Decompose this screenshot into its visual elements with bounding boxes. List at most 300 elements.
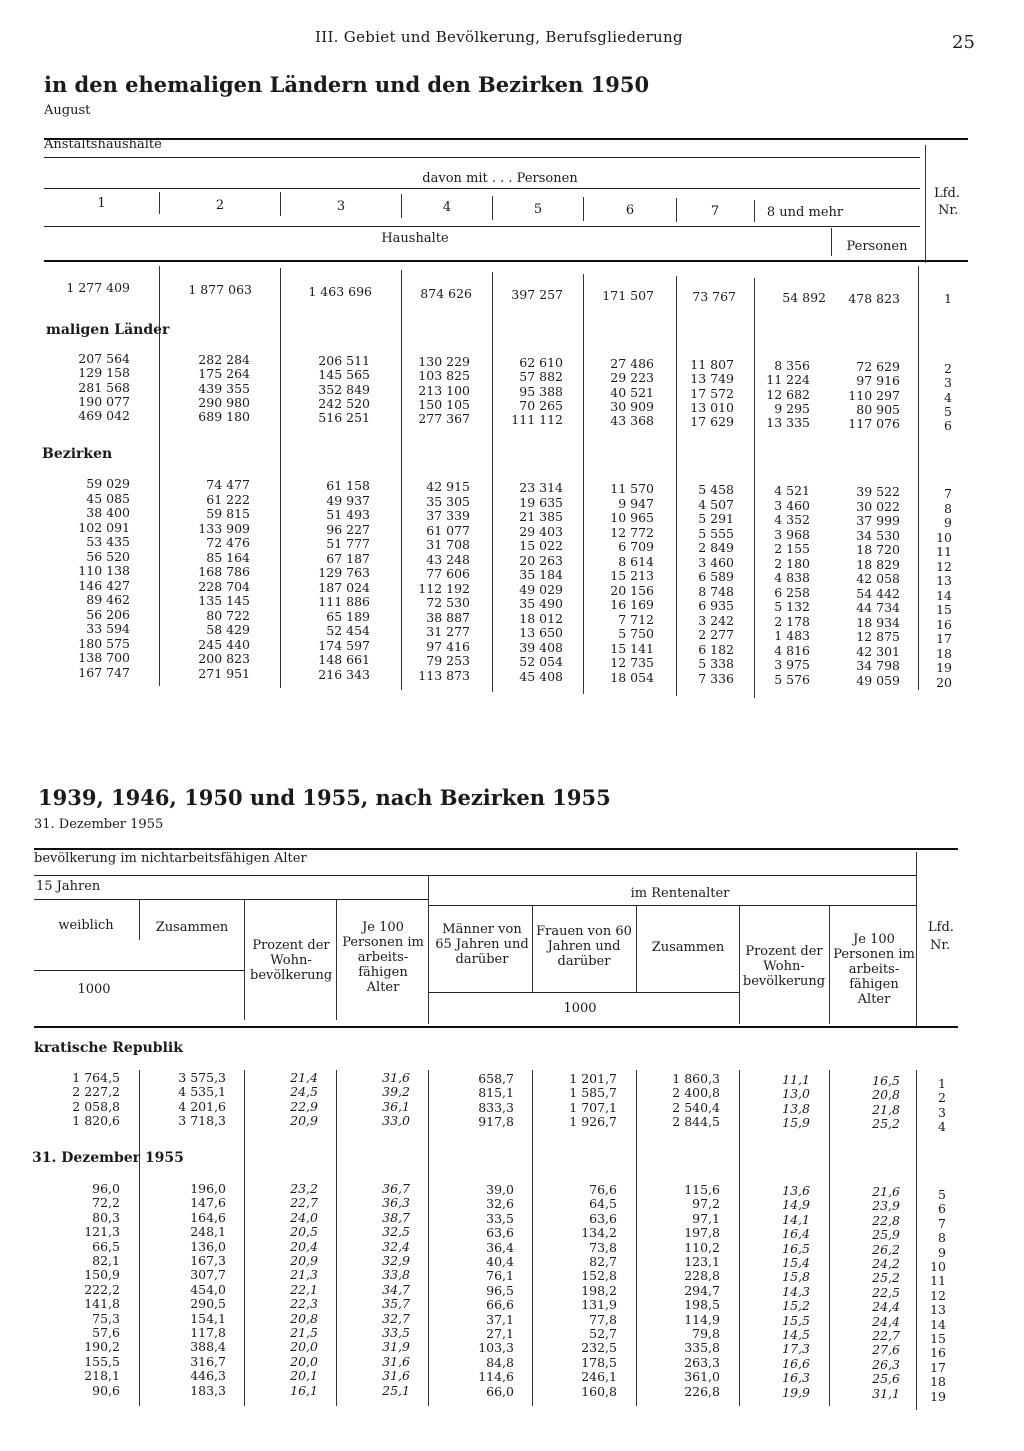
table2-title: 1939, 1946, 1950 und 1955, nach Bezirken 1955 <box>38 785 611 810</box>
t2b-c5-cell: 33,5 <box>486 1210 514 1226</box>
t2b-c6-cell: 232,5 <box>581 1340 617 1356</box>
table1-col-label: 1 <box>97 196 106 211</box>
t2b-c7-cell: 115,6 <box>684 1182 720 1197</box>
t1b-c7-cell: 6 182 <box>698 641 734 657</box>
t2b-c2-cell: 316,7 <box>190 1353 226 1369</box>
t1b-c5-cell: 45 408 <box>519 668 563 684</box>
t2a-c4-cell: 39,2 <box>382 1084 410 1100</box>
t1b-c6-cell: 16 169 <box>610 597 654 612</box>
t1b-c9-cell: 18 934 <box>856 614 900 630</box>
table1-nr-label: Nr. <box>938 203 959 218</box>
table1-col-label: 3 <box>336 199 346 214</box>
t1l-c3-cell: 145 565 <box>318 367 370 383</box>
t2a-lfd-cell: 3 <box>938 1104 946 1120</box>
t1b-lfd-cell: 19 <box>936 660 952 675</box>
t2b-c9-cell: 21,6 <box>872 1184 900 1199</box>
t2a-c7-cell: 2 540,4 <box>672 1099 720 1115</box>
t2b-c2-cell: 117,8 <box>190 1325 226 1340</box>
t1b-c6-cell: 15 141 <box>610 640 654 656</box>
col-sep <box>244 900 245 1020</box>
t1b-c4-cell: 79 253 <box>426 653 470 668</box>
t1b-c7-cell: 8 748 <box>698 583 734 599</box>
t2b-c8-cell: 19,9 <box>782 1384 810 1400</box>
t1b-c3-cell: 67 187 <box>326 550 370 566</box>
t2b-c5-cell: 32,6 <box>486 1196 514 1212</box>
t2b-c5-cell: 39,0 <box>486 1182 514 1197</box>
table1-col-label: 7 <box>710 204 720 219</box>
t1b-c4-cell: 31 277 <box>426 624 470 639</box>
table1-lfd-label: Lfd. <box>934 186 960 201</box>
col-sep <box>492 196 493 220</box>
t2b-c6-cell: 152,8 <box>581 1268 617 1284</box>
t2b-c8-cell: 16,3 <box>782 1370 810 1386</box>
t2b-c3-cell: 21,5 <box>290 1325 318 1340</box>
t1b-c1-cell: 102 091 <box>78 519 130 535</box>
t2b-c1-cell: 141,8 <box>84 1296 120 1312</box>
col-sep <box>492 272 493 692</box>
t1b-c2-cell: 80 722 <box>206 607 250 623</box>
col-sep <box>754 278 755 698</box>
t2b-c9-cell: 23,9 <box>872 1198 900 1214</box>
t1b-c7-cell: 5 555 <box>698 525 734 541</box>
t2b-c3-cell: 22,1 <box>290 1281 318 1297</box>
t2b-c2-cell: 154,1 <box>190 1310 226 1326</box>
t2b-c3-cell: 20,0 <box>290 1339 318 1355</box>
t1b-c4-cell: 113 873 <box>418 667 470 683</box>
t2b-c7-cell: 263,3 <box>684 1354 720 1370</box>
t2a-c6-cell: 1 201,7 <box>569 1071 617 1086</box>
col-sep <box>280 192 281 216</box>
t1b-c2-cell: 74 477 <box>206 477 250 492</box>
t1b-c7-cell: 4 507 <box>698 496 734 512</box>
t2b-c8-cell: 16,6 <box>782 1355 810 1371</box>
t2b-c6-cell: 52,7 <box>589 1326 617 1341</box>
table2-sub-right: im Rentenalter <box>630 886 730 901</box>
t1b-c8-cell: 3 460 <box>774 497 810 513</box>
t2b-c4-cell: 32,5 <box>382 1224 410 1240</box>
t2b-c1-cell: 190,2 <box>84 1339 120 1355</box>
t1l-c2-cell: 290 980 <box>198 394 250 410</box>
t2b-c8-cell: 14,5 <box>782 1327 810 1342</box>
t1l-c3-cell: 516 251 <box>318 410 370 426</box>
t2b-c4-cell: 33,8 <box>382 1267 410 1283</box>
col-sep <box>739 1070 740 1406</box>
table1-rule <box>44 188 920 189</box>
t1l-c7-cell: 17 629 <box>690 414 734 430</box>
t2a-c7-cell: 2 844,5 <box>672 1113 720 1129</box>
t2b-c6-cell: 82,7 <box>589 1254 617 1269</box>
t1l-c5-cell: 57 882 <box>519 369 563 385</box>
t1-total-cell: 397 257 <box>511 287 563 302</box>
t1b-c2-cell: 133 909 <box>198 520 250 536</box>
t2a-c5-cell: 917,8 <box>478 1113 514 1129</box>
t2b-lfd-cell: 9 <box>938 1244 946 1260</box>
table1-personen-label: Personen <box>846 239 908 254</box>
t2b-c7-cell: 294,7 <box>684 1282 720 1298</box>
table1-davon-header: davon mit . . . Personen <box>422 171 578 186</box>
t1b-c5-cell: 35 490 <box>519 596 563 611</box>
t2b-lfd-cell: 8 <box>938 1230 946 1246</box>
t2b-c4-cell: 32,4 <box>382 1238 410 1254</box>
h-maenner: Männer von 65 Jahren und darüber <box>435 922 529 967</box>
t1b-c5-cell: 13 650 <box>519 625 563 640</box>
t2a-c9-cell: 21,8 <box>872 1101 900 1117</box>
t2a-c8-cell: 15,9 <box>782 1114 810 1130</box>
t1b-c2-cell: 245 440 <box>198 636 250 652</box>
t1l-c9-cell: 97 916 <box>856 373 900 389</box>
t1b-c5-cell: 52 054 <box>519 654 563 669</box>
col-sep <box>428 876 429 1024</box>
t1b-c4-cell: 77 606 <box>426 566 470 581</box>
t2b-c8-cell: 15,4 <box>782 1255 810 1270</box>
table1-col-label: 6 <box>625 203 635 218</box>
t1b-c9-cell: 30 022 <box>856 498 900 514</box>
t1b-c7-cell: 3 460 <box>698 554 734 570</box>
t1l-c7-cell: 13 010 <box>690 399 734 415</box>
t2b-c4-cell: 31,9 <box>382 1339 410 1355</box>
t1b-lfd-cell: 12 <box>936 558 952 574</box>
t2b-c9-cell: 24,4 <box>872 1299 900 1315</box>
t2b-lfd-cell: 5 <box>938 1187 946 1202</box>
t2b-c4-cell: 34,7 <box>382 1281 410 1297</box>
t2b-c7-cell: 226,8 <box>684 1383 720 1399</box>
t2b-c8-cell: 13,6 <box>782 1183 810 1198</box>
t2b-c2-cell: 454,0 <box>190 1281 226 1297</box>
t2a-c3-cell: 21,4 <box>290 1070 318 1085</box>
t1-total-cell: 478 823 <box>848 291 900 306</box>
t2b-lfd-cell: 10 <box>930 1259 946 1274</box>
t1b-c7-cell: 3 242 <box>698 612 734 628</box>
t1l-lfd-cell: 4 <box>944 389 952 405</box>
t2b-lfd-cell: 16 <box>930 1345 946 1361</box>
t2a-c1-cell: 2 227,2 <box>72 1084 120 1100</box>
col-sep <box>676 276 677 696</box>
table1-rule <box>44 226 920 227</box>
t1b-c3-cell: 148 661 <box>318 652 370 667</box>
t1l-c1-cell: 207 564 <box>78 351 130 366</box>
t1b-c8-cell: 4 352 <box>774 512 810 527</box>
t2b-c8-cell: 16,5 <box>782 1240 810 1256</box>
t1b-c9-cell: 18 829 <box>856 556 900 572</box>
t2b-c1-cell: 80,3 <box>92 1209 120 1225</box>
col-sep <box>336 900 337 1020</box>
t2b-c3-cell: 16,1 <box>290 1382 318 1398</box>
t2a-c8-cell: 13,8 <box>782 1100 810 1116</box>
t1b-c5-cell: 23 314 <box>519 480 563 495</box>
t1l-c8-cell: 9 295 <box>774 400 810 416</box>
t1b-c2-cell: 61 222 <box>206 491 250 507</box>
t2a-c5-cell: 815,1 <box>478 1085 514 1101</box>
t1b-c4-cell: 31 708 <box>426 537 470 552</box>
t1-section-laender: maligen Länder <box>46 322 170 338</box>
t1l-c5-cell: 111 112 <box>511 412 563 428</box>
t1b-c4-cell: 61 077 <box>426 522 470 538</box>
t1b-c3-cell: 96 227 <box>326 521 370 537</box>
t1b-c4-cell: 37 339 <box>426 508 470 523</box>
t2b-lfd-cell: 19 <box>930 1388 946 1404</box>
t1b-c3-cell: 111 886 <box>318 594 370 609</box>
table1-top-rule <box>44 138 968 140</box>
t1b-c1-cell: 146 427 <box>78 577 130 593</box>
col-sep <box>159 192 160 214</box>
t1l-c6-cell: 43 368 <box>610 413 654 429</box>
t1b-c2-cell: 228 704 <box>198 578 250 594</box>
t1l-c1-cell: 190 077 <box>78 393 130 409</box>
t1b-c1-cell: 56 206 <box>86 606 130 622</box>
table1-col-label: 4 <box>442 200 452 215</box>
t1b-lfd-cell: 11 <box>936 544 952 559</box>
table2-subtitle: 31. Dezember 1955 <box>34 817 164 832</box>
t1b-c1-cell: 110 138 <box>78 563 130 578</box>
t2b-c7-cell: 335,8 <box>684 1340 720 1356</box>
t1b-c3-cell: 51 777 <box>326 536 370 551</box>
t2b-c4-cell: 32,7 <box>382 1310 410 1326</box>
col-sep <box>428 1070 429 1406</box>
t2b-lfd-cell: 11 <box>930 1273 946 1289</box>
t1b-c2-cell: 271 951 <box>198 665 250 681</box>
table2-sub-left: 15 Jahren <box>36 879 101 894</box>
t2b-c7-cell: 97,1 <box>692 1210 720 1226</box>
t2b-c7-cell: 361,0 <box>684 1369 720 1385</box>
t1l-c3-cell: 242 520 <box>318 395 370 411</box>
col-sep <box>636 906 637 992</box>
t1b-c3-cell: 61 158 <box>326 478 370 493</box>
t2b-lfd-cell: 7 <box>938 1215 946 1231</box>
t1b-c9-cell: 42 301 <box>856 643 900 659</box>
t2b-c7-cell: 123,1 <box>684 1254 720 1269</box>
t1b-c8-cell: 2 180 <box>774 555 810 571</box>
t2b-c3-cell: 20,5 <box>290 1224 318 1240</box>
table1-subtitle: August <box>44 103 91 118</box>
t1b-c6-cell: 12 772 <box>610 524 654 540</box>
t1b-c6-cell: 11 570 <box>610 481 654 496</box>
t2b-c5-cell: 103,3 <box>478 1340 514 1356</box>
t1b-lfd-cell: 15 <box>936 602 952 617</box>
t1b-lfd-cell: 17 <box>936 631 952 646</box>
t2b-c1-cell: 218,1 <box>84 1368 120 1384</box>
t1b-c5-cell: 15 022 <box>519 538 563 553</box>
t1b-c6-cell: 5 750 <box>618 626 654 641</box>
t1l-c6-cell: 27 486 <box>610 356 654 371</box>
t2b-c5-cell: 27,1 <box>486 1326 514 1341</box>
t2a-c1-cell: 2 058,8 <box>72 1098 120 1114</box>
t1-total-cell: 171 507 <box>602 288 654 303</box>
h-prozent1: Prozent der Wohn-bevölkerung <box>250 938 333 983</box>
t1b-lfd-cell: 16 <box>936 616 952 632</box>
t1b-c6-cell: 8 614 <box>618 553 654 569</box>
t2b-c2-cell: 248,1 <box>190 1224 226 1240</box>
col-sep <box>583 274 584 694</box>
t1b-c1-cell: 89 462 <box>86 592 130 607</box>
col-sep <box>401 194 402 218</box>
t1l-c2-cell: 282 284 <box>198 352 250 367</box>
table2-rule <box>34 875 916 876</box>
t2b-c7-cell: 97,2 <box>692 1196 720 1212</box>
table1-lfd-divider <box>925 145 926 263</box>
t1b-c7-cell: 5 458 <box>698 482 734 497</box>
t1b-c5-cell: 19 635 <box>519 494 563 510</box>
t2b-c6-cell: 198,2 <box>581 1282 617 1298</box>
t2b-c9-cell: 22,8 <box>872 1212 900 1228</box>
t1l-c3-cell: 352 849 <box>318 381 370 397</box>
t2b-c2-cell: 446,3 <box>190 1368 226 1384</box>
t1l-c2-cell: 689 180 <box>198 409 250 425</box>
t2b-c5-cell: 40,4 <box>486 1254 514 1269</box>
t1l-lfd-cell: 6 <box>944 418 952 434</box>
t2b-c1-cell: 72,2 <box>92 1195 120 1211</box>
t1b-lfd-cell: 14 <box>936 587 952 603</box>
t1b-c9-cell: 49 059 <box>856 672 900 688</box>
t1b-c7-cell: 2 277 <box>698 627 734 642</box>
t1l-c3-cell: 206 511 <box>318 353 370 368</box>
t2a-c3-cell: 20,9 <box>290 1112 318 1128</box>
t2b-c1-cell: 90,6 <box>92 1382 120 1398</box>
t2b-c8-cell: 15,8 <box>782 1269 810 1285</box>
t1b-c8-cell: 4 838 <box>774 570 810 585</box>
t1b-c1-cell: 180 575 <box>78 635 130 651</box>
lfd-sep <box>916 1070 917 1410</box>
t1b-c4-cell: 35 305 <box>426 493 470 509</box>
t1l-c8-cell: 12 682 <box>766 386 810 402</box>
t2a-c9-cell: 25,2 <box>872 1115 900 1131</box>
t2b-c1-cell: 82,1 <box>92 1253 120 1268</box>
t2b-c2-cell: 183,3 <box>190 1382 226 1398</box>
t2b-c7-cell: 79,8 <box>692 1326 720 1341</box>
t1l-c6-cell: 40 521 <box>610 384 654 400</box>
t1b-c4-cell: 43 248 <box>426 551 470 567</box>
table2-lfd-label: Lfd. <box>928 920 954 935</box>
lfd-sep <box>918 266 919 690</box>
t2b-c3-cell: 23,2 <box>290 1181 318 1196</box>
t2b-c1-cell: 222,2 <box>84 1281 120 1297</box>
t1l-c6-cell: 30 909 <box>610 398 654 414</box>
t2b-c3-cell: 20,8 <box>290 1310 318 1326</box>
t2b-c3-cell: 24,0 <box>290 1209 318 1225</box>
t2b-c1-cell: 150,9 <box>84 1267 120 1283</box>
table1-group-header: Anstaltshaushalte <box>44 137 162 152</box>
t1b-c2-cell: 72 476 <box>206 535 250 550</box>
t2b-c3-cell: 20,0 <box>290 1353 318 1369</box>
t2b-lfd-cell: 6 <box>938 1201 946 1217</box>
t1b-c9-cell: 34 530 <box>856 527 900 543</box>
t1b-c6-cell: 15 213 <box>610 568 654 583</box>
page-number: 25 <box>952 32 975 53</box>
t2a-c9-cell: 20,8 <box>872 1087 900 1103</box>
t2a-c6-cell: 1 707,1 <box>569 1099 617 1115</box>
t1l-c9-cell: 110 297 <box>848 387 900 403</box>
t2b-lfd-cell: 14 <box>930 1316 946 1332</box>
t2a-c4-cell: 31,6 <box>382 1070 410 1085</box>
t2b-c1-cell: 155,5 <box>84 1353 120 1369</box>
t1b-c2-cell: 200 823 <box>198 651 250 666</box>
t1l-c7-cell: 17 572 <box>690 385 734 401</box>
table2-header-bottom-rule <box>34 1026 958 1028</box>
t1b-c1-cell: 56 520 <box>86 548 130 564</box>
t1b-c4-cell: 72 530 <box>426 595 470 610</box>
t1b-c5-cell: 18 012 <box>519 610 563 626</box>
t1l-c4-cell: 213 100 <box>418 382 470 398</box>
t1b-c8-cell: 2 155 <box>774 541 810 556</box>
t1b-c9-cell: 12 875 <box>856 629 900 644</box>
t1-total-cell: 1 463 696 <box>308 284 372 299</box>
t2a-lfd-cell: 2 <box>938 1090 946 1106</box>
t1b-c8-cell: 3 975 <box>774 657 810 672</box>
t1b-c8-cell: 5 576 <box>774 671 810 687</box>
t1l-c2-cell: 175 264 <box>198 366 250 382</box>
t1-total-cell: 874 626 <box>420 286 472 301</box>
t1b-c2-cell: 168 786 <box>198 564 250 579</box>
t1b-c3-cell: 52 454 <box>326 623 370 638</box>
table2-rule <box>428 992 739 993</box>
t2b-c6-cell: 246,1 <box>581 1369 617 1385</box>
t1b-c7-cell: 6 935 <box>698 598 734 613</box>
table1-rule <box>44 157 920 158</box>
t2b-c3-cell: 22,7 <box>290 1195 318 1211</box>
t1l-c7-cell: 11 807 <box>690 357 734 372</box>
t1b-c1-cell: 45 085 <box>86 490 130 506</box>
t2b-c1-cell: 66,5 <box>92 1238 120 1254</box>
running-header: III. Gebiet und Bevölkerung, Berufsgliederung <box>315 28 683 46</box>
t2b-c3-cell: 22,3 <box>290 1296 318 1312</box>
t2b-c9-cell: 25,2 <box>872 1270 900 1286</box>
t1l-c4-cell: 130 229 <box>418 354 470 369</box>
t2a-c5-cell: 833,3 <box>478 1099 514 1115</box>
col-sep <box>336 1070 337 1406</box>
t1b-lfd-cell: 10 <box>936 529 952 545</box>
t1b-c6-cell: 7 712 <box>618 611 654 627</box>
t2a-c7-cell: 2 400,8 <box>672 1085 720 1101</box>
t1b-c2-cell: 85 164 <box>206 549 250 565</box>
t2b-c4-cell: 32,9 <box>382 1253 410 1268</box>
h-zusammen2: Zusammen <box>651 940 725 955</box>
col-sep <box>244 1070 245 1406</box>
t2b-c5-cell: 63,6 <box>486 1225 514 1241</box>
t1b-c3-cell: 49 937 <box>326 492 370 508</box>
t2b-c3-cell: 20,1 <box>290 1368 318 1384</box>
t1b-c6-cell: 9 947 <box>618 495 654 511</box>
t1l-lfd-cell: 5 <box>944 403 952 419</box>
t2b-c6-cell: 63,6 <box>589 1210 617 1226</box>
t2a-lfd-cell: 4 <box>938 1118 946 1134</box>
t2-section-b: 31. Dezember 1955 <box>32 1150 184 1166</box>
t2b-c6-cell: 178,5 <box>581 1354 617 1370</box>
t1b-lfd-cell: 9 <box>944 515 952 530</box>
t1b-c9-cell: 54 442 <box>856 585 900 601</box>
t2a-c1-cell: 1 764,5 <box>72 1070 120 1085</box>
t2a-c5-cell: 658,7 <box>478 1071 514 1086</box>
t2b-c4-cell: 38,7 <box>382 1209 410 1225</box>
t2a-lfd-cell: 1 <box>938 1076 946 1091</box>
t1l-c5-cell: 70 265 <box>519 397 563 413</box>
t2b-c2-cell: 167,3 <box>190 1253 226 1268</box>
t1b-c5-cell: 49 029 <box>519 581 563 597</box>
t2b-c8-cell: 15,2 <box>782 1298 810 1314</box>
t2b-c7-cell: 198,5 <box>684 1297 720 1313</box>
table1-col-label: 2 <box>215 198 225 213</box>
t1b-c3-cell: 187 024 <box>318 579 370 595</box>
t2b-lfd-cell: 13 <box>930 1302 946 1318</box>
t2b-c5-cell: 66,0 <box>486 1383 514 1399</box>
t1b-c6-cell: 6 709 <box>618 539 654 554</box>
t1b-c9-cell: 34 798 <box>856 658 900 673</box>
t2b-lfd-cell: 12 <box>930 1287 946 1303</box>
t2b-c1-cell: 57,6 <box>92 1325 120 1340</box>
col-sep <box>401 270 402 690</box>
t2b-c5-cell: 96,5 <box>486 1282 514 1298</box>
t1b-c4-cell: 38 887 <box>426 609 470 625</box>
t1b-c2-cell: 135 145 <box>198 593 250 608</box>
t1b-c1-cell: 167 747 <box>78 664 130 680</box>
